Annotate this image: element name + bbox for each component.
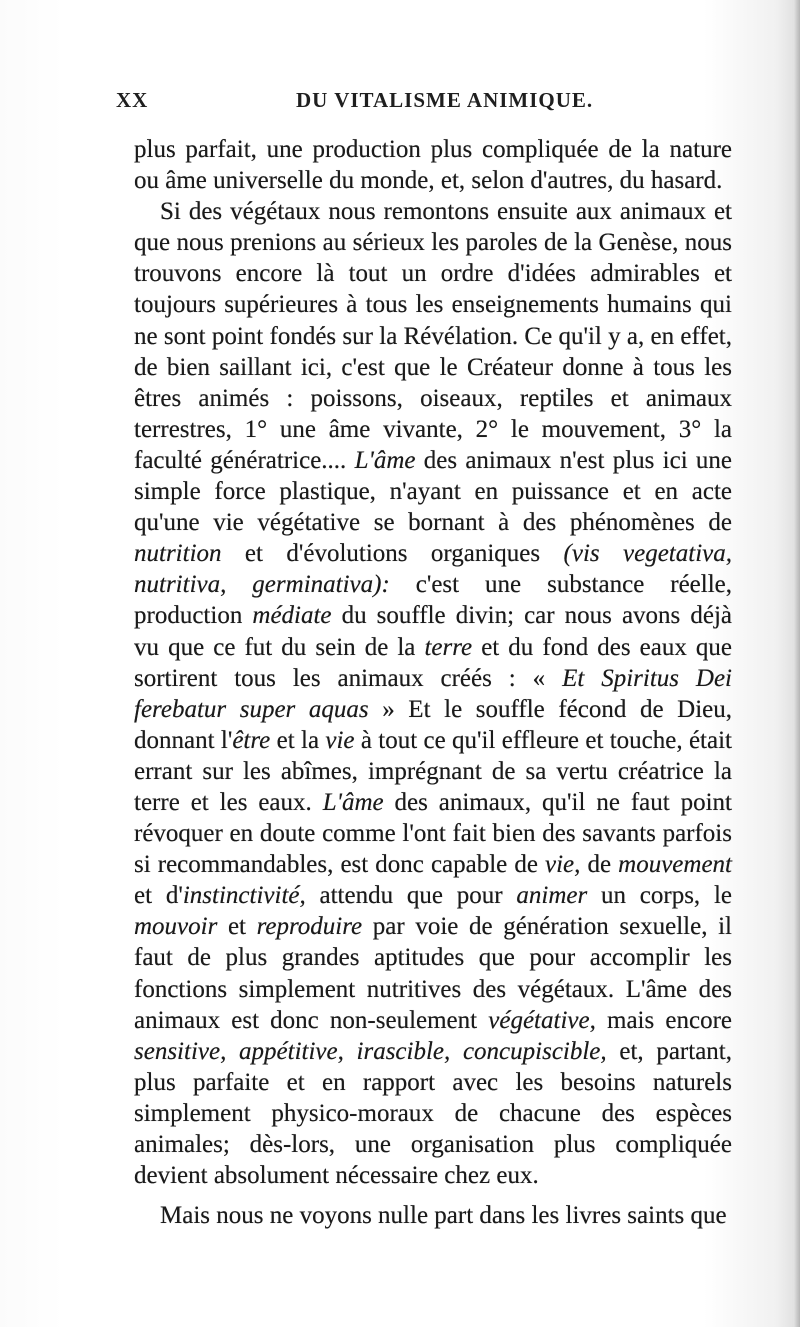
paragraph-3 xyxy=(134,1200,732,1231)
text-run: et xyxy=(217,913,257,941)
text-run: des animaux, qu'il ne faut point révoquer en doute comme l'ont fait bien des savants parfois si recommandables, est donc capable de xyxy=(134,788,732,879)
italic-run: (vis vegetativa, nutritiva, germinativa): xyxy=(134,540,732,599)
text-run: c'est une substance réelle, production xyxy=(134,571,732,630)
italic-run: médiate xyxy=(252,602,332,630)
body-text xyxy=(134,134,732,1231)
italic-run: reproduire xyxy=(256,913,363,941)
italic-run: vie, xyxy=(545,851,581,879)
italic-run: nutrition xyxy=(134,540,222,568)
italic-run: L'âme xyxy=(354,446,416,474)
text-run: » Et le souffle fécond de Dieu, donnant l' xyxy=(134,695,732,754)
text-run: par voie de génération sexuelle, il faut de plus grandes aptitudes que pour accomplir les fonctions simplement nutritives des végétaux. L'âme des animaux est donc non-seulement xyxy=(134,913,732,1034)
paragraph-2 xyxy=(134,196,732,1191)
text-run: mais encore xyxy=(595,1006,732,1034)
italic-run: végétative, xyxy=(488,1006,596,1034)
text-run: de xyxy=(580,851,619,879)
text-run: un corps, le xyxy=(587,882,732,910)
italic-run: terre xyxy=(424,633,473,661)
text-run: Si des végétaux nous remontons ensuite aux animaux et que nous prenions au sérieux les paroles de la Genèse, nous trouvons encore là tout un ordre d'idées admirables et toujours supérieures à tous les enseignements humains qui ne sont point fondés sur la Révélation. Ce qu'il y a, en effet, de bien saillant ici, c'est que le Créateur donne à tous les êtres animés : poissons, oiseaux, reptiles et animaux terrestres, 1° une âme vivante, 2° le mouvement, 3° la faculté génératrice.... xyxy=(134,198,732,474)
italic-run: vie xyxy=(325,726,355,754)
text-run: attendu que pour xyxy=(305,882,517,910)
text-run: et, partant, plus parfaite et en rapport avec les besoins naturels simplement physico-moraux de chacune des espèces animales; dès-lors, une organisation plus compliquée devient absolument nécessaire chez eux. xyxy=(134,1037,732,1190)
paragraph-1 xyxy=(134,134,732,196)
text-run: et du fond des eaux que sortirent tous les animaux créés : « xyxy=(134,633,732,692)
text-run: et d'évolutions organiques xyxy=(221,540,564,568)
page-number: XX xyxy=(116,88,149,112)
italic-run: Et Spiritus Dei ferebatur super aquas xyxy=(134,664,733,723)
italic-run: sensitive, appétitive, irascible, concupiscible, xyxy=(134,1037,607,1065)
text-run: du souffle divin; car nous avons déjà vu que ce fut du sein de la xyxy=(134,602,732,661)
italic-run: mouvoir xyxy=(134,913,218,941)
page-edge-shadow xyxy=(794,0,800,1327)
italic-run: L'âme xyxy=(322,788,384,816)
text-run: et la xyxy=(270,726,326,754)
italic-run: être xyxy=(232,726,271,754)
italic-run: instinctivité, xyxy=(182,882,306,910)
italic-run: animer xyxy=(516,882,588,910)
italic-run: mouvement xyxy=(618,851,732,879)
text-run: à tout ce qu'il effleure et touche, était errant sur les abîmes, imprégnant de sa vertu créatrice la terre et les eaux. xyxy=(134,726,732,816)
text-run: Mais nous ne voyons nulle part dans les livres saints que xyxy=(160,1202,727,1230)
text-run: et d' xyxy=(134,882,183,910)
running-title: DU VITALISME ANIMIQUE. xyxy=(296,88,594,112)
text-run: des animaux n'est plus ici une simple force plastique, n'ayant en puissance et en acte qu'une vie végétative se bornant à des phénomènes de xyxy=(134,446,732,537)
running-head xyxy=(116,88,726,118)
text-run: plus parfait, une production plus compliquée de la nature ou âme universelle du monde, et, selon d'autres, du hasard. xyxy=(134,136,732,195)
